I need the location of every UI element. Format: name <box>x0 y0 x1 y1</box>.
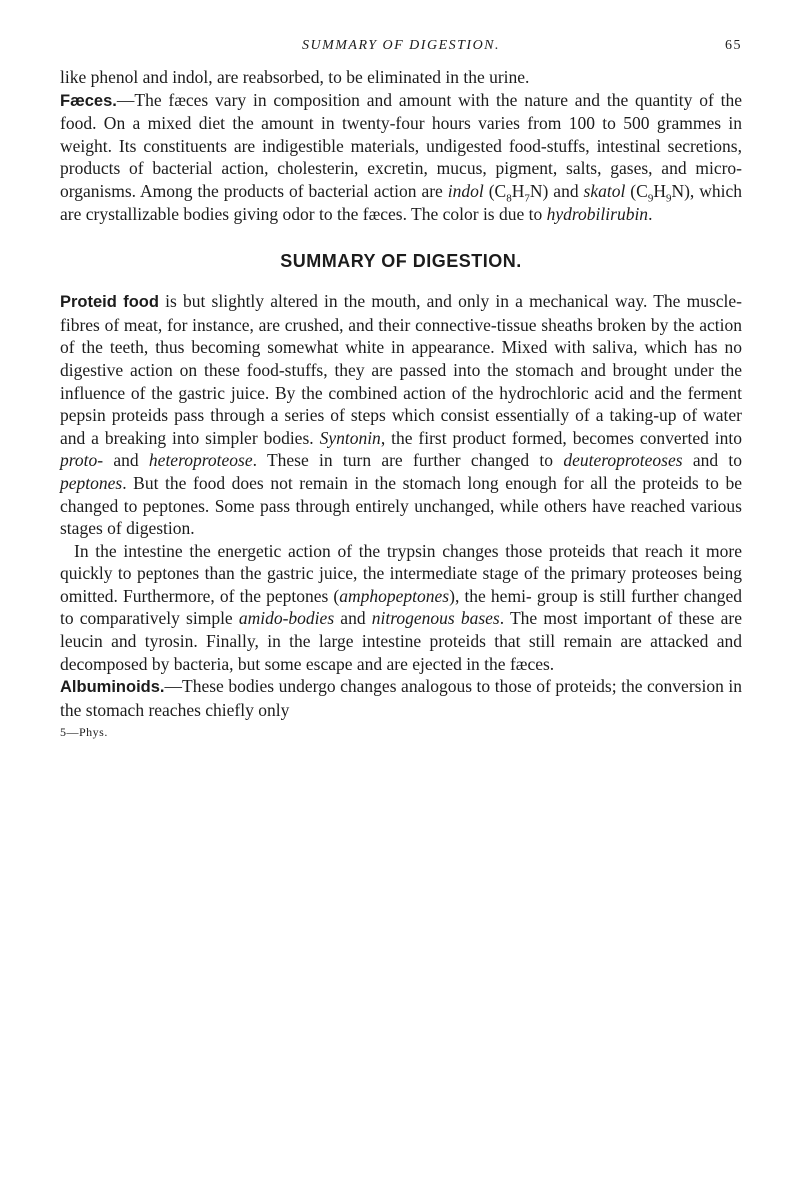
paragraph-proteid-food <box>60 290 742 540</box>
paragraph-text: —These bodies undergo changes analogous to those of proteids; the conversion in the stomach reaches chiefly only <box>60 676 742 720</box>
paragraph-heading-proteid: Proteid food <box>60 293 159 312</box>
paragraph-text: and <box>334 608 372 629</box>
term-hydrobilirubin: hydrobilirubin <box>546 203 649 224</box>
term-syntonin: Syntonin <box>319 427 381 448</box>
formula-subscript: 9 <box>665 192 672 205</box>
section-heading: SUMMARY OF DIGESTION. <box>280 251 522 272</box>
formula-text: H <box>511 180 525 201</box>
paragraph-albuminoids <box>60 675 742 721</box>
paragraph-text: , the first product formed, becomes converted into <box>380 427 742 448</box>
formula-subscript: 8 <box>506 192 512 205</box>
term-amido-bodies: amido-bodies <box>238 608 335 629</box>
term-nitrogenous-bases: nitrogenous bases <box>371 608 500 629</box>
term-heteroproteose: heteroproteose <box>148 450 253 471</box>
formula-subscript: 9 <box>647 192 654 205</box>
paragraph-continuation <box>60 66 742 89</box>
term-peptones: peptones <box>60 472 123 493</box>
paragraph-text: is but slightly altered in the mouth, and only in a mechanical way. The muscle-fibres of meat, for instance, are crushed, and their connective-tissue sheaths broken by the action of the teeth, thus becoming somewhat white in appearance. Mixed with saliva, which has no digestive action on these food-stuffs, they are passed into the stomach and brought under the influence of the gastric juice. By the combined action of the hydrochloric acid and the ferment pepsin proteids pass through a series of steps which consist essentially of a taking-up of water and a breaking into simpler bodies. <box>60 291 742 448</box>
formula-text: N) and <box>529 180 584 201</box>
page <box>60 38 742 740</box>
paragraph-text: . The most important of these are leucin and tyrosin. Finally, in the large intestine proteids that still remain are attacked and decomposed by bacteria, but some escape and are ejected in the fæces. <box>60 608 742 674</box>
paragraph-heading-faeces: Fæces. <box>60 91 117 110</box>
paragraph-text: and <box>103 450 149 471</box>
running-head <box>60 38 742 66</box>
term-skatol: skatol <box>583 180 626 201</box>
page-number: 65 <box>725 38 742 53</box>
term-amphopeptones: amphopeptones <box>339 585 450 606</box>
paragraph-text: N), which are crystallizable bodies giving odor to the fæces. The color is due to <box>60 180 743 224</box>
term-deuteroproteoses: deuteroproteoses <box>563 450 683 471</box>
paragraph-text: —The fæces vary in composition and amount with the nature and the quantity of the food. On a mixed diet the amount in twenty-four hours varies from 100 to 500 grammes in weight. Its constituents are indigestible materials, undigested food-stuffs, intestinal secretions, products of bacterial action, cholesterin, excretin, mucus, pigment, salts, gases, and micro-organisms. Among the products of bacterial action are <box>60 89 742 201</box>
paragraph-text: and to <box>682 450 742 471</box>
term-proto: proto- <box>60 450 104 471</box>
paragraph-faeces <box>60 89 742 226</box>
paragraph-intestine <box>60 540 742 676</box>
formula-text: H <box>653 180 666 201</box>
formula-subscript: 7 <box>524 192 530 205</box>
paragraph-text: . These in turn are further changed to <box>252 450 564 471</box>
formula-text: (C <box>483 180 507 201</box>
term-indol: indol <box>447 180 484 201</box>
running-head-title: SUMMARY OF DIGESTION. <box>301 38 501 53</box>
paragraph-text: . <box>648 203 653 224</box>
paragraph-text: like phenol and indol, are reabsorbed, to be eliminated in the urine. <box>60 67 530 87</box>
formula-text: (C <box>625 180 648 201</box>
signature-mark: 5—Phys. <box>60 725 108 740</box>
paragraph-text: ), the hemi- group is still further changed to comparatively simple <box>60 585 743 629</box>
paragraph-text: . But the food does not remain in the stomach long enough for all the proteids to be changed to peptones. Some pass through entirely unchanged, while others have reached various stages of digestion. <box>60 472 742 539</box>
paragraph-text: In the intestine the energetic action of the trypsin changes those proteids that reach it more quickly to peptones than the gastric juice, the intermediate stage of the primary proteoses being omitted. Furthermore, of the peptones ( <box>60 540 742 606</box>
paragraph-heading-albuminoids: Albuminoids. <box>60 678 165 697</box>
